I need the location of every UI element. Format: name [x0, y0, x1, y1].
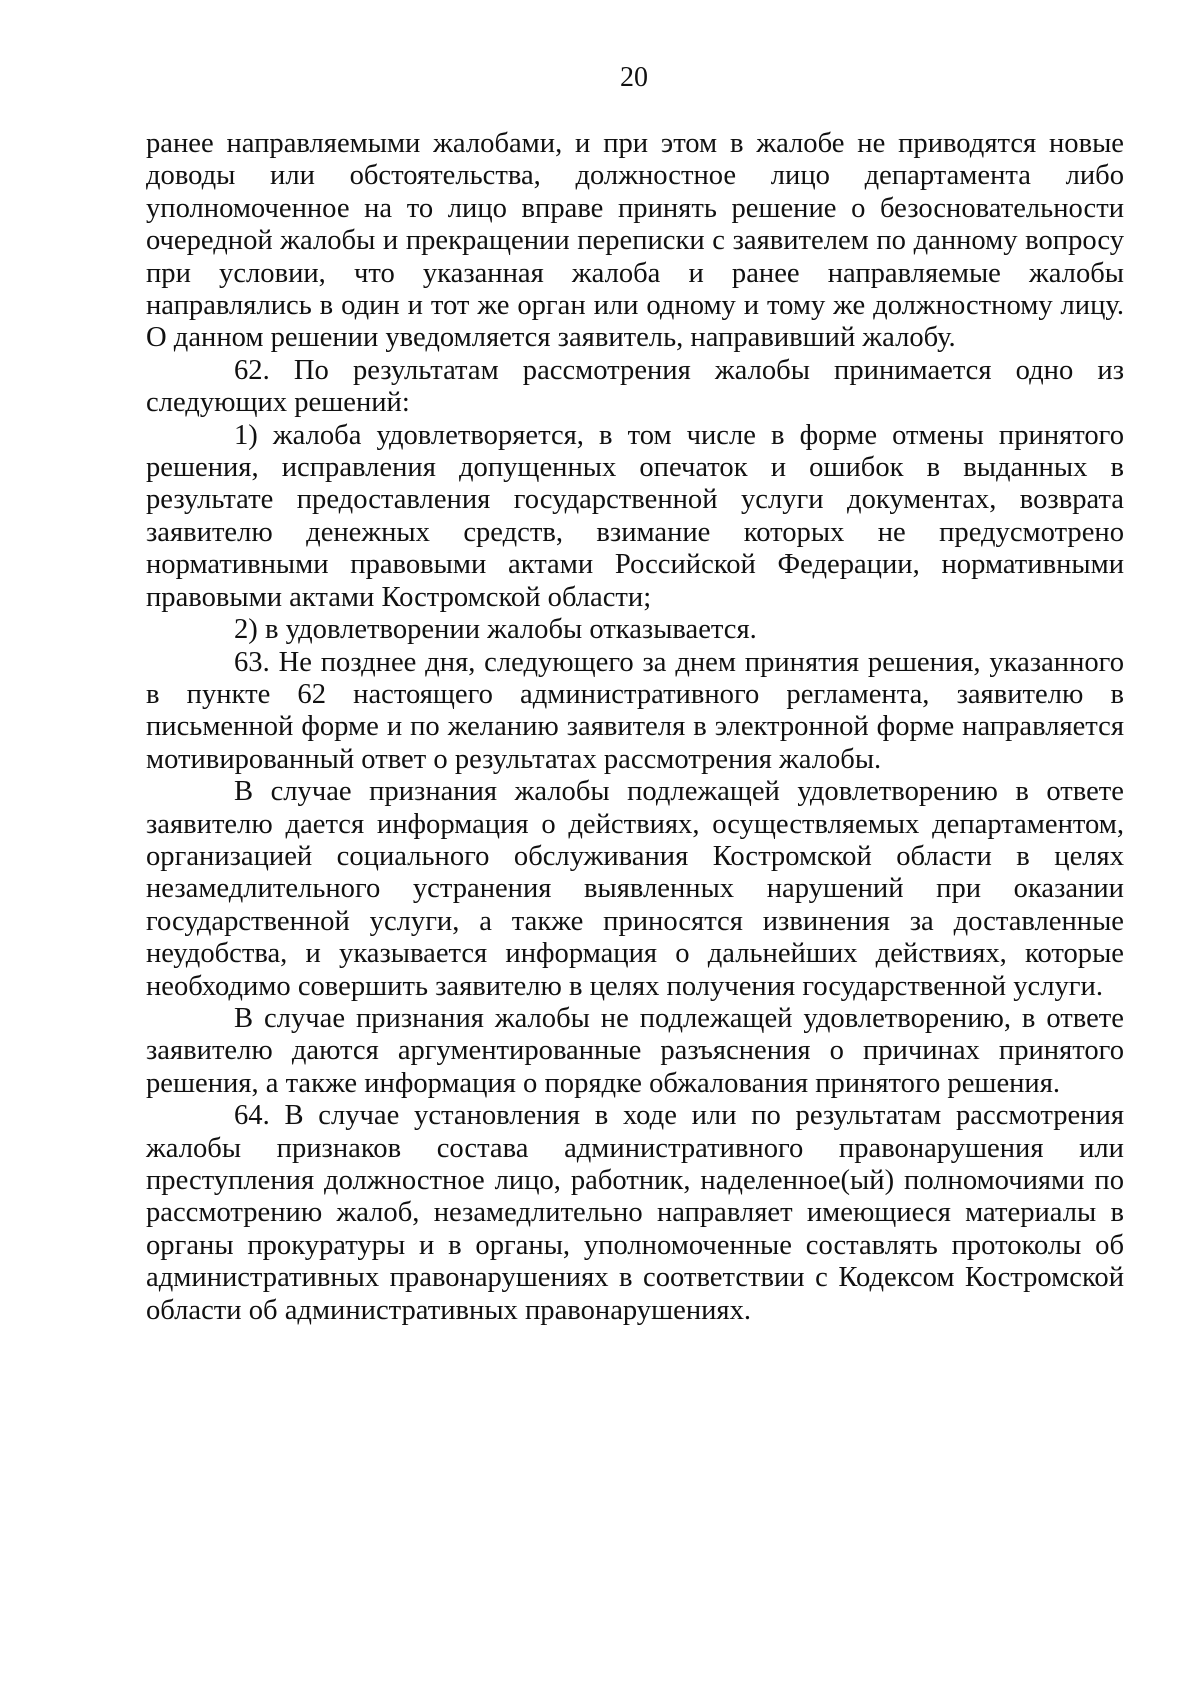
paragraph-62: 62. По результатам рассмотрения жалобы принимается одно из следующих решений:	[146, 354, 1124, 419]
paragraph-62-item-2: 2) в удовлетворении жалобы отказывается.	[234, 614, 757, 646]
paragraph-63: 63. Не позднее дня, следующего за днем принятия решения, указанного в пункте 62 настоящего административного регламента, заявителю в письменной форме и по желанию заявителя в электронной форме направляется мотивированный ответ о результатах рассмотрения жалобы.	[146, 646, 1124, 775]
document-body	[146, 128, 1124, 1327]
paragraph-62-item-1: 1) жалоба удовлетворяется, в том числе в форме отмены принятого решения, исправления допущенных опечаток и ошибок в выданных в результате предоставления государственной услуги документах, возврата заявителю денежных средств, взимание которых не предусмотрено нормативными правовыми актами Российской Федерации, нормативными правовыми актами Костромской области;	[146, 419, 1124, 613]
paragraph-continuation: ранее направляемыми жалобами, и при этом в жалобе не приводятся новые доводы или обстоятельства, должностное лицо департамента либо уполномоченное на то лицо вправе принять решение о безосновательности очередной жалобы и прекращении переписки с заявителем по данному вопросу при условии, что указанная жалоба и ранее направляемые жалобы направлялись в один и тот же орган или одному и тому же должностному лицу. О данном решении уведомляется заявитель, направивший жалобу.	[146, 128, 1124, 354]
paragraph-64: 64. В случае установления в ходе или по результатам рассмотрения жалобы признаков состава административного правонарушения или преступления должностное лицо, работник, наделенное(ый) полномочиями по рассмотрению жалоб, незамедлительно направляет имеющиеся материалы в органы прокуратуры и в органы, уполномоченные составлять протоколы об административных правонарушениях в соответствии с Кодексом Костромской области об административных правонарушениях.	[146, 1100, 1124, 1326]
page-number: 20	[620, 62, 648, 93]
paragraph-63-satisfied: В случае признания жалобы подлежащей удовлетворению в ответе заявителю дается информация о действиях, осуществляемых департаментом, организацией социального обслуживания Костромской области в целях незамедлительного устранения выявленных нарушений при оказании государственной услуги, а также приносятся извинения за доставленные неудобства, и указывается информация о дальнейших действиях, которые необходимо совершить заявителю в целях получения государственной услуги.	[146, 776, 1124, 1002]
paragraph-63-rejected: В случае признания жалобы не подлежащей удовлетворению, в ответе заявителю даются аргументированные разъяснения о причинах принятого решения, а также информация о порядке обжалования принятого решения.	[146, 1002, 1124, 1099]
